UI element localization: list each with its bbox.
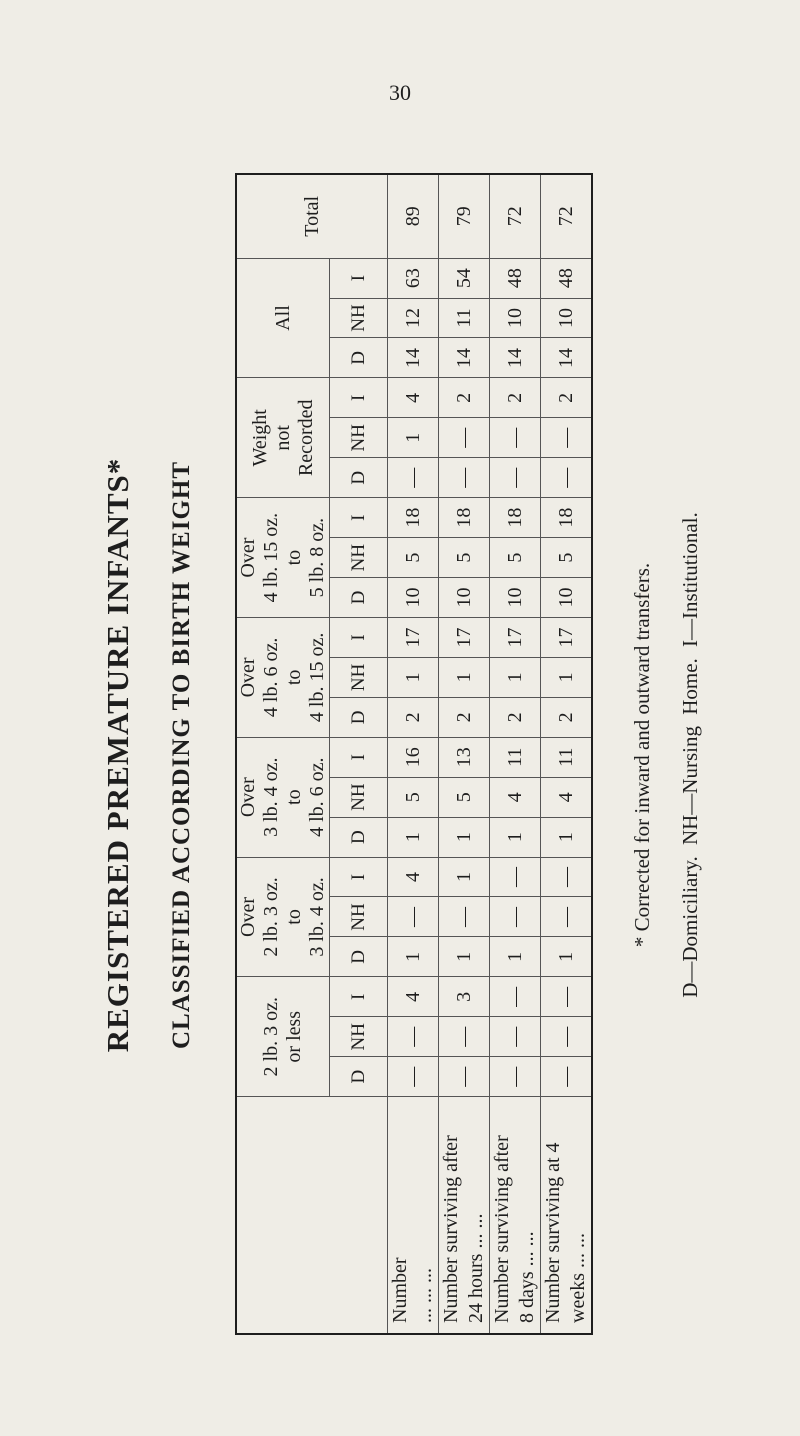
table-cell: — — [490, 897, 541, 937]
table-cell: — — [490, 857, 541, 897]
table-cell: 18 — [439, 498, 490, 538]
table-cell: 1 — [439, 937, 490, 977]
table-cell: — — [439, 418, 490, 458]
table-cell: — — [439, 897, 490, 937]
table-cell: 2 — [541, 697, 593, 737]
table-cell: 54 — [439, 258, 490, 298]
table-cell: — — [490, 977, 541, 1017]
table-cell: 10 — [490, 578, 541, 618]
table-cell: — — [439, 1017, 490, 1057]
subcol-d: D — [330, 937, 388, 977]
table-cell: 10 — [439, 578, 490, 618]
table-cell: 5 — [490, 538, 541, 578]
subcol-d: D — [330, 578, 388, 618]
table-cell: 17 — [439, 618, 490, 658]
table-cell: 1 — [439, 857, 490, 897]
footnote-abbreviations: D—Domiciliary. NH—Nursing Home. I—Institutional. — [678, 512, 702, 998]
subcol-i: I — [330, 258, 388, 298]
table-cell: — — [439, 458, 490, 498]
table-cell: 11 — [490, 737, 541, 777]
table-row — [490, 174, 541, 1334]
group-header-4: Over 4 lb. 6 oz. to 4 lb. 15 oz. — [236, 618, 330, 738]
table-cell: 3 — [439, 977, 490, 1017]
table-cell: 5 — [439, 538, 490, 578]
table-cell: — — [541, 1057, 593, 1097]
subcol-nh: NH — [330, 298, 388, 338]
table-cell: 10 — [388, 578, 439, 618]
table-cell: 5 — [439, 777, 490, 817]
table-cell: 11 — [439, 298, 490, 338]
row-label: Number surviving at 4 weeks ... ... — [541, 1097, 593, 1334]
table-cell: 1 — [541, 817, 593, 857]
table-cell: 12 — [388, 298, 439, 338]
total-cell: 89 — [388, 174, 439, 258]
row-label: Number ... ... ... — [388, 1097, 439, 1334]
table-cell: 48 — [541, 258, 593, 298]
group-header-5: Over 4 lb. 15 oz. to 5 lb. 8 oz. — [236, 498, 330, 618]
table-cell: 4 — [388, 857, 439, 897]
table-cell: 4 — [490, 777, 541, 817]
table-cell: 10 — [490, 298, 541, 338]
group-header-7: All — [236, 258, 330, 378]
total-cell: 79 — [439, 174, 490, 258]
table-cell: 5 — [541, 538, 593, 578]
table-cell: — — [388, 1057, 439, 1097]
table-cell: 17 — [541, 618, 593, 658]
table-cell: 18 — [388, 498, 439, 538]
table-title: REGISTERED PREMATURE INFANTS* — [100, 457, 135, 1053]
subcol-d: D — [330, 1057, 388, 1097]
group-header-6: Weight not Recorded — [236, 378, 330, 498]
table-cell: 1 — [388, 418, 439, 458]
table-cell: 1 — [490, 937, 541, 977]
rotated-content — [50, 125, 730, 1385]
table-cell: 2 — [541, 378, 593, 418]
table-row — [439, 174, 490, 1334]
total-cell: 72 — [490, 174, 541, 258]
table-cell: 2 — [388, 697, 439, 737]
table-cell: 4 — [388, 977, 439, 1017]
subcol-i: I — [330, 977, 388, 1017]
subcol-d: D — [330, 338, 388, 378]
group-header-1: 2 lb. 3 oz. or less — [236, 977, 330, 1097]
subcol-nh: NH — [330, 538, 388, 578]
table-cell: 14 — [541, 338, 593, 378]
table-cell: — — [541, 857, 593, 897]
table-cell: — — [490, 458, 541, 498]
table-cell: 1 — [490, 817, 541, 857]
table-cell: 1 — [541, 937, 593, 977]
table-cell: — — [439, 1057, 490, 1097]
subcol-i: I — [330, 498, 388, 538]
table-row — [541, 174, 593, 1334]
table-cell: 14 — [388, 338, 439, 378]
subcol-i: I — [330, 618, 388, 658]
subcol-d: D — [330, 697, 388, 737]
table-cell: 14 — [439, 338, 490, 378]
corner-cell — [236, 1097, 388, 1334]
subcol-i: I — [330, 737, 388, 777]
table-cell: 18 — [541, 498, 593, 538]
table-cell: 2 — [439, 378, 490, 418]
subcol-i: I — [330, 857, 388, 897]
subcol-nh: NH — [330, 1017, 388, 1057]
subcol-nh: NH — [330, 777, 388, 817]
table-cell: 4 — [388, 378, 439, 418]
table-cell: 1 — [388, 657, 439, 697]
table-cell: — — [388, 897, 439, 937]
table-cell: 2 — [490, 697, 541, 737]
table-cell: 14 — [490, 338, 541, 378]
table-cell: 5 — [388, 538, 439, 578]
table-cell: 1 — [490, 657, 541, 697]
table-cell: 11 — [541, 737, 593, 777]
table-cell: — — [388, 1017, 439, 1057]
table-cell: — — [541, 458, 593, 498]
table-cell: — — [388, 458, 439, 498]
table-subtitle: CLASSIFIED ACCORDING TO BIRTH WEIGHT — [168, 460, 195, 1050]
table-cell: 5 — [388, 777, 439, 817]
table-cell: 16 — [388, 737, 439, 777]
table-cell: 2 — [490, 378, 541, 418]
table-cell: 17 — [388, 618, 439, 658]
table-cell: 10 — [541, 578, 593, 618]
group-header-2: Over 2 lb. 3 oz. to 3 lb. 4 oz. — [236, 857, 330, 977]
subcol-nh: NH — [330, 657, 388, 697]
row-label: Number surviving after 24 hours ... ... — [439, 1097, 490, 1334]
table-cell: 1 — [439, 657, 490, 697]
table-cell: — — [541, 977, 593, 1017]
table-cell: 4 — [541, 777, 593, 817]
table-cell: 48 — [490, 258, 541, 298]
table-cell: 1 — [388, 817, 439, 857]
subcol-d: D — [330, 458, 388, 498]
subcol-nh: NH — [330, 897, 388, 937]
table-cell: — — [490, 1057, 541, 1097]
table-cell: 17 — [490, 618, 541, 658]
page-number: 30 — [389, 80, 411, 105]
table-cell: 18 — [490, 498, 541, 538]
table-cell: 13 — [439, 737, 490, 777]
table-cell: 2 — [439, 697, 490, 737]
table-cell: — — [541, 897, 593, 937]
subcol-i: I — [330, 378, 388, 418]
table-cell: 1 — [439, 817, 490, 857]
table-cell: 10 — [541, 298, 593, 338]
table-row — [388, 174, 439, 1334]
table-cell: — — [490, 418, 541, 458]
subcol-nh: NH — [330, 418, 388, 458]
table-cell: 1 — [388, 937, 439, 977]
subcol-d: D — [330, 817, 388, 857]
table-cell: — — [541, 1017, 593, 1057]
premature-infants-table — [235, 173, 593, 1335]
table-cell: — — [490, 1017, 541, 1057]
table-cell: 63 — [388, 258, 439, 298]
total-cell: 72 — [541, 174, 593, 258]
group-header-3: Over 3 lb. 4 oz. to 4 lb. 6 oz. — [236, 737, 330, 857]
footnote-transfers: * Corrected for inward and outward transfers. — [630, 562, 654, 948]
total-header: Total — [236, 174, 388, 258]
table-cell: — — [541, 418, 593, 458]
row-label: Number surviving after 8 days ... ... — [490, 1097, 541, 1334]
table-cell: 1 — [541, 657, 593, 697]
